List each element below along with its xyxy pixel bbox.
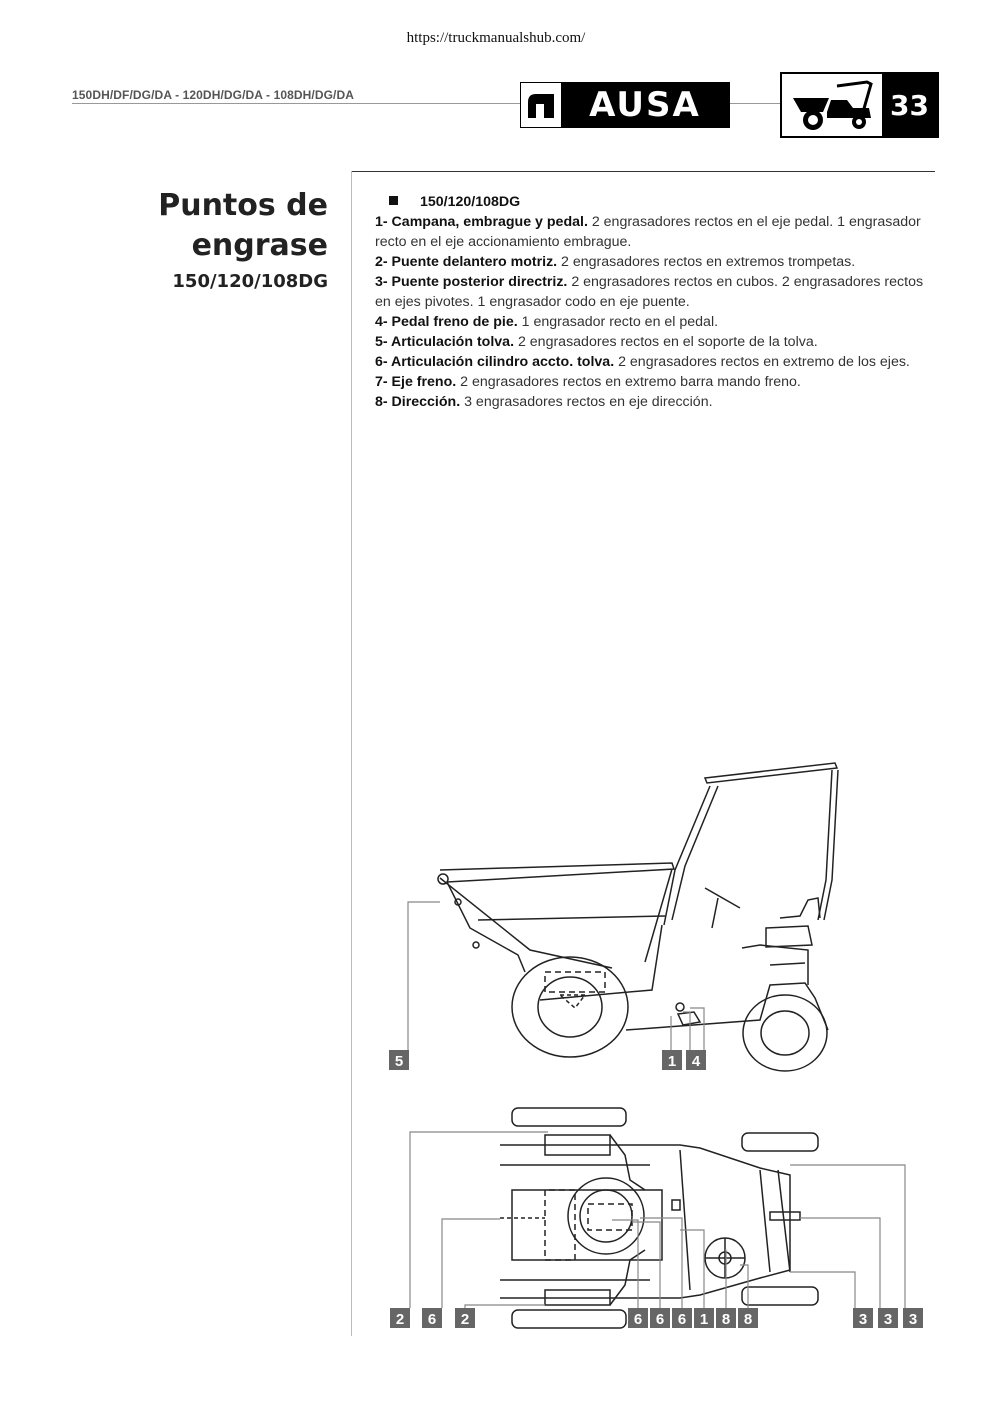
list-item bbox=[375, 352, 935, 372]
callout-label: 6 bbox=[677, 1311, 687, 1328]
item-label: 2- Puente delantero motriz. bbox=[375, 254, 558, 270]
top-callout-leaders bbox=[410, 1132, 905, 1308]
lubrication-points-text bbox=[375, 192, 935, 412]
callout-label: 2 bbox=[460, 1311, 470, 1328]
model-heading-label: 150/120/108DG bbox=[420, 194, 521, 210]
header-rule bbox=[72, 103, 520, 104]
item-text: 2 engrasadores rectos en extremo barra mando freno. bbox=[456, 374, 801, 390]
item-text: 1 engrasador recto en el pedal. bbox=[517, 314, 719, 330]
item-label: 1- Campana, embrague y pedal. bbox=[375, 214, 588, 230]
item-label: 3- Puente posterior directriz. bbox=[375, 274, 568, 290]
callout-label: 8 bbox=[743, 1311, 753, 1328]
item-text: 2 engrasadores rectos en el soporte de la tolva. bbox=[514, 334, 818, 350]
callout-label: 3 bbox=[883, 1311, 893, 1328]
callout-label: 3 bbox=[908, 1311, 918, 1328]
callout-label: 8 bbox=[721, 1311, 731, 1328]
model-heading bbox=[389, 192, 935, 212]
section-tab bbox=[780, 72, 939, 138]
callout-label: 6 bbox=[655, 1311, 665, 1328]
bullet-square-icon bbox=[389, 196, 398, 205]
item-label: 4- Pedal freno de pie. bbox=[375, 314, 518, 330]
item-text: 2 engrasadores rectos en cubos. 2 engrasadores rectos en ejes pivotes. 1 engrasador codo en eje puente. bbox=[375, 274, 924, 310]
ausa-logo bbox=[520, 82, 730, 128]
page-title bbox=[158, 186, 328, 266]
section-rule bbox=[352, 171, 935, 172]
list-item bbox=[375, 392, 935, 412]
item-label: 7- Eje freno. bbox=[375, 374, 457, 390]
dumper-icon bbox=[782, 74, 882, 136]
item-label: 6- Articulación cilindro accto. tolva. bbox=[375, 354, 615, 370]
top-callouts bbox=[390, 1308, 923, 1328]
column-divider bbox=[351, 171, 352, 1336]
header-rule-right bbox=[728, 103, 780, 104]
callout-label: 1 bbox=[699, 1311, 709, 1328]
page-title-line1: Puntos de bbox=[158, 188, 328, 223]
item-label: 5- Articulación tolva. bbox=[375, 334, 515, 350]
ausa-logo-mark-icon bbox=[521, 83, 561, 127]
item-text: 2 engrasadores rectos en extremo de los ejes. bbox=[614, 354, 910, 370]
item-text: 3 engrasadores rectos en eje dirección. bbox=[460, 394, 713, 410]
list-item bbox=[375, 252, 935, 272]
callout-label: 2 bbox=[395, 1311, 405, 1328]
page-title-line2: engrase bbox=[191, 228, 328, 263]
source-url[interactable]: https://truckmanualshub.com/ bbox=[406, 30, 586, 46]
lubrication-diagram bbox=[385, 755, 935, 1335]
callout-label: 4 bbox=[691, 1053, 701, 1070]
callout-label: 1 bbox=[667, 1053, 677, 1070]
item-label: 8- Dirección. bbox=[375, 394, 461, 410]
list-item bbox=[375, 312, 935, 332]
brand-name: AUSA bbox=[561, 83, 729, 127]
item-text: 2 engrasadores rectos en extremos trompetas. bbox=[557, 254, 856, 270]
item-text: 2 engrasadores rectos en el eje pedal. 1 engrasador recto en el eje accionamiento embrague. bbox=[375, 214, 921, 250]
list-item bbox=[375, 272, 935, 312]
side-view-drawing bbox=[438, 763, 838, 1071]
callout-label: 5 bbox=[394, 1053, 404, 1070]
callout-label: 3 bbox=[858, 1311, 868, 1328]
callout-label: 6 bbox=[633, 1311, 643, 1328]
model-list: 150DH/DF/DG/DA - 120DH/DG/DA - 108DH/DG/DA bbox=[72, 88, 355, 102]
list-item bbox=[375, 372, 935, 392]
page-subtitle: 150/120/108DG bbox=[172, 271, 328, 292]
list-item bbox=[375, 212, 935, 252]
callout-label: 6 bbox=[427, 1311, 437, 1328]
section-number: 33 bbox=[882, 74, 937, 136]
list-item bbox=[375, 332, 935, 352]
